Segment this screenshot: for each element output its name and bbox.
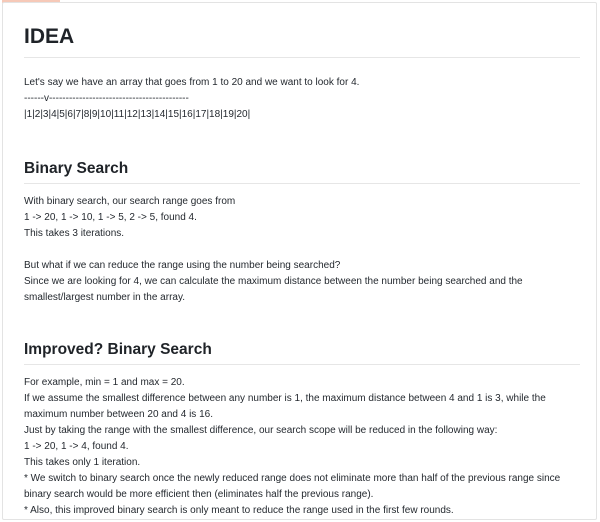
improved-line-2: If we assume the smallest difference between any number is 1, the maximum distance between 4 and 1 is 3, while the maximum number between 20 and 4 is 16. [24, 393, 549, 420]
binary-search-line-3: This takes 3 iterations. [24, 228, 125, 239]
page-title: IDEA [24, 25, 75, 48]
improved-line-3: Just by taking the range with the smallest difference, our search scope will be reduced in the following way: [24, 425, 498, 436]
binary-search-line-1: With binary search, our search range goes from [24, 196, 236, 207]
intro-text: Let's say we have an array that goes from 1 to 20 and we want to look for 4. [24, 77, 360, 88]
improved-note-1: * We switch to binary search once the newly reduced range does not eliminate more than half of the previous range since binary search would be more efficient then (eliminates half the previous range). [24, 473, 564, 500]
improved-line-1: For example, min = 1 and max = 20. [24, 377, 185, 388]
array-line: |1|2|3|4|5|6|7|8|9|10|11|12|13|14|15|16|17|18|19|20| [24, 109, 251, 120]
reduce-range-question: But what if we can reduce the range using the number being searched? [24, 260, 341, 271]
binary-search-line-2: 1 -> 20, 1 -> 10, 1 -> 5, 2 -> 5, found 4. [24, 212, 197, 223]
improved-note-2: * Also, this improved binary search is only meant to reduce the range used in the first few rounds. [24, 505, 454, 516]
max-distance-explanation: Since we are looking for 4, we can calculate the maximum distance between the number being searched and the smallest/largest number in the array. [24, 276, 526, 303]
document-content [24, 22, 580, 519]
improved-line-5: This takes only 1 iteration. [24, 457, 141, 468]
improved-line-4: 1 -> 20, 1 -> 4, found 4. [24, 441, 129, 452]
array-pointer-line: ------v------------------------------------------ [24, 93, 189, 104]
binary-search-heading: Binary Search [24, 160, 129, 177]
improved-binary-search-heading: Improved? Binary Search [24, 341, 212, 358]
